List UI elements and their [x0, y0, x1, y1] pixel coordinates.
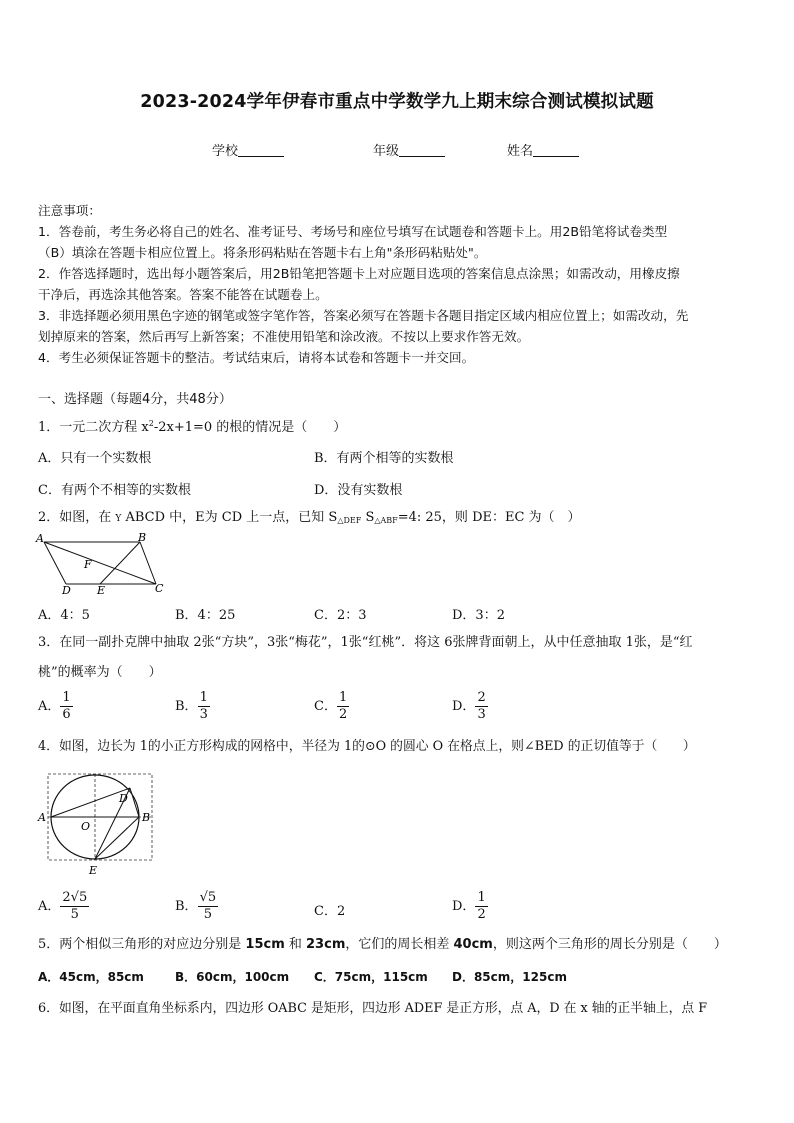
q3-b-label: B． — [175, 699, 198, 714]
numerator: 1 — [199, 690, 208, 705]
q2-figure — [34, 530, 168, 598]
q1-option-c[interactable]: C．有两个不相等的实数根 — [38, 483, 191, 498]
q4-label-e: E — [89, 864, 98, 877]
q4-label-b: B — [142, 811, 151, 824]
q2-option-d[interactable]: D．3：2 — [452, 608, 505, 623]
q3-option-b[interactable] — [175, 690, 210, 723]
notes-block — [38, 200, 760, 368]
school-label: 学校 — [212, 144, 239, 159]
q3-line2: 桃”的概率为（ ） — [38, 665, 162, 680]
question-4: 4．如图，边长为 1的小正方形构成的网格中，半径为 1的⊙O 的圆心 O 在格点上，则∠BED 的正切值等于（ ） — [38, 739, 696, 754]
q2-stem: 2．如图，在 — [38, 510, 116, 525]
q3-line1: 3．在同一副扑克牌中抽取 2张“方块”，3张“梅花”，1张“红桃”．将这 6张牌背面朝上，从中任意抽取 1张，是“红 — [38, 635, 693, 650]
q5-value-3: 40cm — [453, 937, 493, 952]
fraction — [475, 890, 487, 923]
q5-stem-d: ，则这两个三角形的周长分别是（ ） — [492, 937, 727, 952]
q4-option-d[interactable] — [452, 890, 488, 923]
q3-option-a[interactable] — [38, 690, 73, 723]
q5-value-1: 15cm — [245, 937, 285, 952]
name-field — [507, 140, 579, 159]
q4-a-label: A． — [38, 899, 61, 914]
question-1 — [38, 413, 762, 439]
q2-label-c: C — [155, 582, 164, 595]
q1-option-b[interactable]: B．有两个相等的实数根 — [314, 451, 454, 466]
q2-option-a[interactable]: A．4：5 — [38, 608, 90, 623]
fraction — [60, 890, 89, 923]
denominator: 3 — [477, 707, 486, 722]
q3-d-label: D． — [452, 699, 476, 714]
numerator: 2√5 — [62, 890, 88, 905]
q5-option-b[interactable]: B．60cm，100cm — [175, 970, 290, 984]
fraction — [475, 690, 487, 723]
q3-option-c[interactable] — [314, 690, 349, 723]
numerator: 1 — [62, 690, 71, 705]
q2-sub2: △ABF — [374, 516, 398, 525]
numerator: 1 — [477, 890, 486, 905]
fraction — [60, 690, 72, 723]
q2-stem-d: =4: 25，则 DE：EC 为（ ） — [397, 510, 581, 525]
question-2 — [38, 507, 762, 532]
q2-label-e: E — [97, 584, 106, 597]
q3-option-d[interactable] — [452, 690, 488, 723]
numerator: √5 — [199, 890, 217, 905]
notes-line: 3．非选择题必须用黑色字迹的钢笔或签字笔作答，答案必须写在答题卡各题目指定区域内相应位置上；如需改动，先 — [38, 308, 689, 323]
notes-line: 干净后，再选涂其他答案。答案不能答在试题卷上。 — [38, 287, 328, 302]
q3-c-label: C． — [314, 699, 337, 714]
q2-label-f: F — [84, 558, 92, 571]
denominator: 5 — [70, 907, 79, 922]
q2-label-b: B — [138, 531, 147, 544]
q4-label-d: D — [119, 792, 128, 805]
parallelogram-symbol: Y — [115, 514, 122, 524]
q4-label-o: O — [81, 820, 91, 833]
q1-stem: 1．一元二次方程 x — [38, 420, 149, 435]
denominator: 6 — [62, 707, 71, 722]
grade-blank[interactable] — [399, 144, 445, 157]
q4-option-b[interactable] — [175, 890, 218, 923]
denominator: 2 — [477, 907, 486, 922]
q5-option-a[interactable]: A．45cm，85cm — [38, 970, 144, 984]
notes-line: 划掉原来的答案，然后再写上新答案；不准使用铅笔和涂改液。不按以上要求作答无效。 — [38, 329, 530, 344]
name-blank[interactable] — [533, 144, 579, 157]
numerator: 1 — [338, 690, 348, 705]
question-5 — [38, 934, 762, 956]
denominator: 2 — [338, 707, 348, 722]
q1-sup: 2 — [148, 419, 154, 428]
q4-d-label: D． — [452, 899, 476, 914]
fraction — [337, 690, 349, 723]
q4-option-a[interactable] — [38, 890, 89, 923]
q2-label-d: D — [62, 584, 71, 597]
q5-option-c[interactable]: C．75cm，115cm — [314, 970, 428, 984]
school-blank[interactable] — [238, 144, 284, 157]
q2-stem-b: ABCD 中，E为 CD 上一点，已知 S — [121, 510, 338, 525]
grade-label: 年级 — [373, 144, 400, 159]
notes-line: 1．答卷前，考生务必将自己的姓名、准考证号、考场号和座位号填写在试题卷和答题卡上。用2B铅笔将试卷类型 — [38, 224, 668, 239]
fraction — [198, 890, 219, 923]
q1-stem-rest: -2x+1=0 的根的情况是（ ） — [153, 420, 347, 435]
notes-line: （B）填涂在答题卡相应位置上。将条形码粘贴在答题卡右上角"条形码粘贴处"。 — [38, 245, 487, 260]
q4-option-c[interactable]: C．2 — [314, 904, 346, 919]
school-field — [212, 140, 284, 159]
q5-stem: 5．两个相似三角形的对应边分别是 — [38, 937, 246, 952]
denominator: 5 — [203, 907, 212, 922]
notes-heading: 注意事项： — [38, 203, 101, 218]
q2-stem-c: S — [361, 510, 375, 525]
section-heading: 一、选择题（每题4分，共48分） — [38, 392, 232, 407]
q5-option-d[interactable]: D．85cm，125cm — [452, 970, 567, 984]
name-label: 姓名 — [507, 144, 534, 159]
question-6: 6．如图，在平面直角坐标系内，四边形 OABC 是矩形，四边形 ADEF 是正方形，点 A，D 在 x 轴的正半轴上，点 F — [38, 1001, 708, 1016]
notes-line: 2．作答选择题时，选出每小题答案后，用2B铅笔把答题卡上对应题目选项的答案信息点涂黑；如需改动，用橡皮擦 — [38, 266, 680, 281]
notes-line: 4．考生必须保证答题卡的整洁。考试结束后，请将本试卷和答题卡一并交回。 — [38, 350, 475, 365]
q1-option-a[interactable]: A．只有一个实数根 — [38, 451, 152, 466]
page-title: 2023-2024学年伊春市重点中学数学九上期末综合测试模拟试题 — [140, 92, 654, 112]
fraction — [198, 690, 210, 723]
q4-label-a: A — [38, 811, 46, 824]
q1-option-d[interactable]: D．没有实数根 — [314, 483, 403, 498]
q5-stem-b: 和 — [284, 937, 307, 952]
grade-field — [373, 140, 445, 159]
q4-figure — [34, 768, 158, 880]
q2-label-a: A — [36, 532, 44, 545]
q4-b-label: B． — [175, 899, 198, 914]
q5-value-2: 23cm — [306, 937, 346, 952]
q2-sub1: △DEF — [337, 516, 362, 525]
question-3 — [38, 632, 762, 684]
q2-option-b[interactable]: B．4：25 — [175, 608, 236, 623]
denominator: 3 — [199, 707, 208, 722]
q5-stem-c: ，它们的周长相差 — [345, 937, 454, 952]
numerator: 2 — [477, 690, 486, 705]
q3-a-label: A． — [38, 699, 61, 714]
q2-option-c[interactable]: C．2：3 — [314, 608, 367, 623]
